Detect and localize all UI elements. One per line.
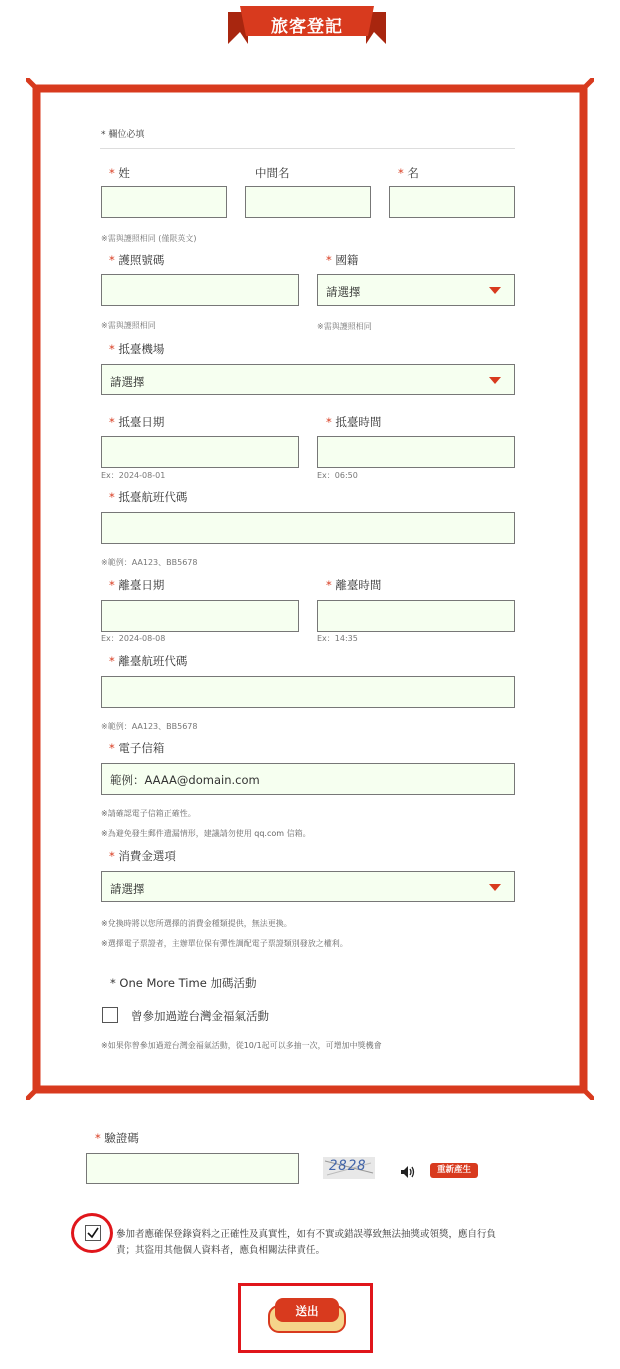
page-title: 旅客登記	[271, 17, 343, 37]
captcha-image	[323, 1157, 375, 1179]
departure-date-hint: Ex：2024-08-08	[101, 634, 166, 643]
arrival-date-label: * 抵臺日期	[109, 415, 165, 429]
email-placeholder: 範例：AAAA@domain.com	[110, 773, 260, 787]
submit-button[interactable]	[267, 1298, 347, 1334]
departure-date-input[interactable]	[101, 600, 299, 632]
arrival-time-label: * 抵臺時間	[326, 415, 382, 429]
arrival-date-hint: Ex：2024-08-01	[101, 471, 166, 480]
arrival-airport-label: * 抵臺機場	[109, 342, 165, 356]
email-hint-1: ※請確認電子信箱正確性。	[101, 809, 196, 818]
arrival-flight-hint: ※範例：AA123、BB5678	[101, 558, 198, 567]
voucher-select[interactable]	[101, 871, 515, 902]
one-more-time-checkbox[interactable]	[102, 1007, 118, 1023]
voucher-hint-2: ※選擇電子票證者，主辦單位保有彈性調配電子票證類別發放之權利。	[101, 939, 348, 948]
voucher-hint-1: ※兌換時將以您所選擇的消費金種類提供，無法更換。	[101, 919, 292, 928]
email-label: * 電子信箱	[109, 741, 165, 755]
name-hint: ※需與護照相同 (僅限英文)	[101, 234, 197, 243]
arrival-flight-input[interactable]	[101, 512, 515, 544]
one-more-time-checkbox-label: 曾參加過遊台灣金福氣活動	[131, 1009, 269, 1023]
submit-label: 送出	[295, 1304, 319, 1318]
departure-time-hint: Ex：14:35	[317, 634, 358, 643]
one-more-time-hint: ※如果你曾參加過遊台灣金福氣活動，從10/1起可以多抽一次，可增加中獎機會	[101, 1041, 382, 1050]
agreement-line-2: 責；其盜用其他個人資料者，應負相關法律責任。	[116, 1245, 326, 1256]
one-more-time-label: * One More Time 加碼活動	[110, 976, 257, 990]
arrival-date-input[interactable]	[101, 436, 299, 468]
first-name-input[interactable]	[389, 186, 515, 218]
title-banner	[228, 6, 386, 46]
passport-label: * 護照號碼	[109, 253, 165, 267]
agreement-line-1: 參加者應確保登錄資料之正確性及真實性，如有不實或錯誤導致無法抽獎或領獎，應自行負	[116, 1229, 497, 1240]
last-name-input[interactable]	[101, 186, 227, 218]
nationality-hint: ※需與護照相同	[317, 322, 372, 331]
arrival-time-hint: Ex：06:50	[317, 471, 358, 480]
last-name-label: * 姓	[109, 166, 130, 180]
refresh-captcha-button[interactable]: 重新產生	[430, 1163, 478, 1178]
passport-input[interactable]	[101, 274, 299, 306]
nationality-label: * 國籍	[326, 253, 359, 267]
arrival-airport-select[interactable]	[101, 364, 515, 395]
first-name-label: * 名	[398, 166, 419, 180]
passport-hint: ※需與護照相同	[101, 321, 156, 330]
nationality-select[interactable]	[317, 274, 515, 306]
dropdown-arrow-icon	[489, 884, 501, 891]
arrival-time-input[interactable]	[317, 436, 515, 468]
voucher-value: 請選擇	[110, 882, 145, 896]
departure-date-label: * 離臺日期	[109, 578, 165, 592]
departure-time-label: * 離臺時間	[326, 578, 382, 592]
agreement-checkbox[interactable]	[85, 1225, 101, 1241]
agreement-text	[116, 1227, 496, 1259]
voucher-label: * 消費金選項	[109, 849, 176, 863]
required-note: * 欄位必填	[101, 130, 145, 140]
nationality-value: 請選擇	[326, 285, 361, 299]
divider	[100, 148, 515, 149]
middle-name-input[interactable]	[245, 186, 371, 218]
departure-time-input[interactable]	[317, 600, 515, 632]
captcha-text: 2828	[329, 1158, 367, 1174]
departure-flight-input[interactable]	[101, 676, 515, 708]
middle-name-label: 中間名	[255, 166, 290, 180]
departure-flight-label: * 離臺航班代碼	[109, 654, 188, 668]
email-hint-2: ※為避免發生郵件遺漏情形，建議請勿使用 qq.com 信箱。	[101, 829, 311, 838]
departure-flight-hint: ※範例：AA123、BB5678	[101, 722, 198, 731]
arrival-airport-value: 請選擇	[110, 375, 145, 389]
checkmark-icon	[86, 1226, 100, 1240]
speaker-icon[interactable]	[401, 1163, 415, 1175]
arrival-flight-label: * 抵臺航班代碼	[109, 490, 188, 504]
captcha-label: * 驗證碼	[95, 1131, 139, 1145]
dropdown-arrow-icon	[489, 377, 501, 384]
email-input[interactable]	[101, 763, 515, 795]
captcha-input[interactable]	[86, 1153, 299, 1184]
dropdown-arrow-icon	[489, 287, 501, 294]
